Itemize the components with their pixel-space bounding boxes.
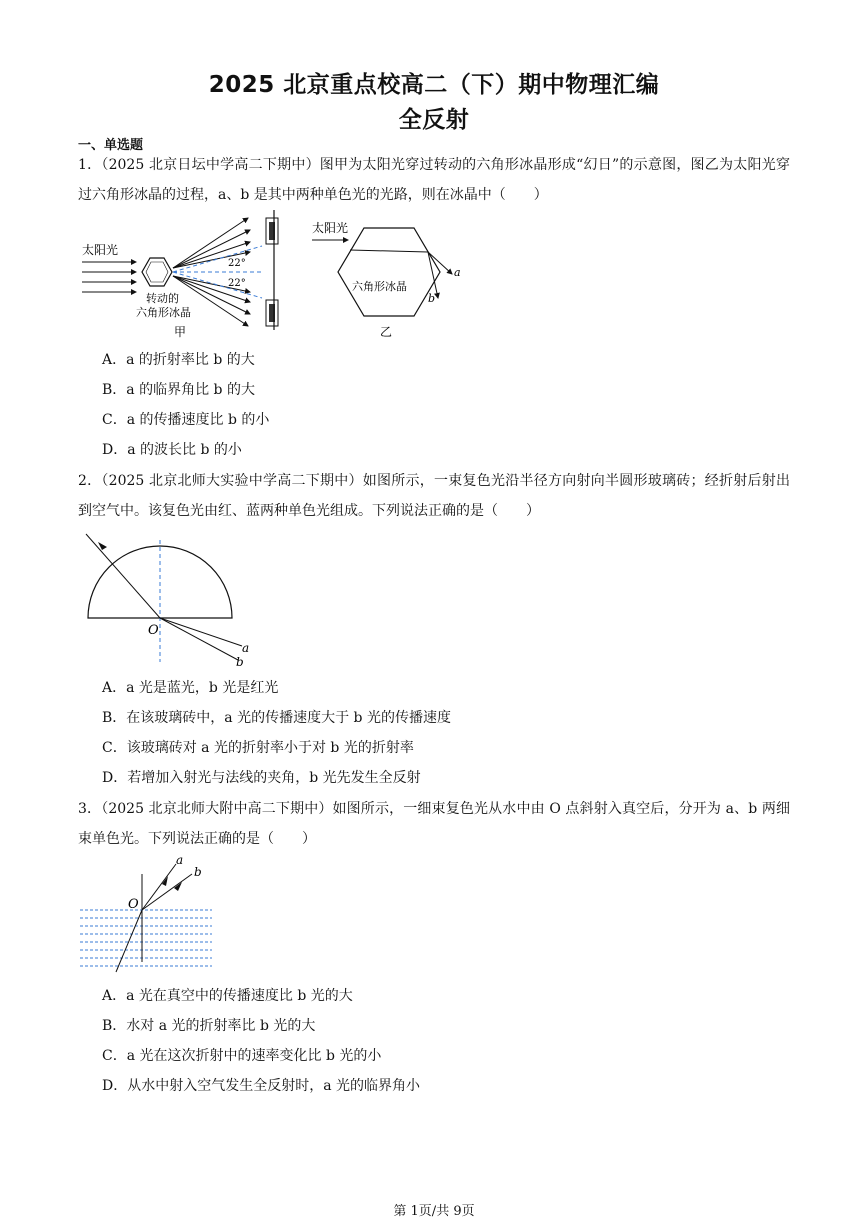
fig1b-sun-label: 太阳光: [312, 221, 349, 235]
hexagon-crystal-large: [338, 228, 440, 316]
q3-ray-b: b: [194, 865, 202, 879]
fig1a-sun-label: 太阳光: [82, 243, 119, 257]
fig1b-caption: 乙: [380, 325, 393, 339]
question-1-figure: [78, 210, 478, 342]
question-3-figure: [78, 852, 218, 978]
water-surface: [80, 910, 212, 966]
q2-option-d: D．若增加入射光与法线的夹角，b 光先发生全反射: [102, 770, 421, 786]
question-2-figure: [78, 530, 258, 670]
q3-origin-label: O: [128, 897, 139, 912]
question-3-text: 3．（2025 北京北师大附中高二下期中）如图所示，一细束复色光从水中由 O 点斜射入真空后，分开为 a、b 两细束单色光。下列说法正确的是（ ）: [78, 801, 790, 847]
q2-option-c: C．该玻璃砖对 a 光的折射率小于对 b 光的折射率: [102, 740, 414, 756]
page-subtitle: 全反射: [398, 107, 470, 133]
q2-option-b: B．在该玻璃砖中，a 光的传播速度大于 b 光的传播速度: [102, 710, 451, 726]
q3-option-a: A．a 光在真空中的传播速度比 b 光的大: [102, 988, 353, 1004]
fig1b-ray-a: a: [454, 266, 461, 279]
q2-ray-b: b: [236, 655, 244, 669]
q2-ray-a: a: [242, 641, 250, 655]
fig1b-ray-b: b: [428, 292, 436, 305]
question-1-text: 1．（2025 北京日坛中学高二下期中）图甲为太阳光穿过转动的六角形冰晶形成“幻日”的示意图，图乙为太阳光穿过六角形冰晶的过程，a、b 是其中两种单色光的光路，则在冰晶中（ ）: [78, 157, 790, 203]
page-title: 2025 北京重点校高二（下）期中物理汇编: [208, 72, 660, 98]
q1-option-a: A．a 的折射率比 b 的大: [102, 352, 255, 368]
q1-option-c: C．a 的传播速度比 b 的小: [102, 412, 270, 428]
angle-top-label: 22°: [228, 258, 246, 269]
incident-ray: [116, 910, 142, 972]
section-heading: 一、单选题: [78, 138, 144, 153]
q2-origin-label: O: [148, 623, 159, 638]
q3-ray-a: a: [176, 853, 184, 867]
q3-option-d: D．从水中射入空气发生全反射时，a 光的临界角小: [102, 1078, 421, 1094]
q3-option-c: C．a 光在这次折射中的速率变化比 b 光的小: [102, 1048, 382, 1064]
q1-option-d: D．a 的波长比 b 的小: [102, 442, 242, 458]
q3-option-b: B．水对 a 光的折射率比 b 光的大: [102, 1018, 316, 1034]
q1-option-b: B．a 的临界角比 b 的大: [102, 382, 255, 398]
fig1a-caption: 甲: [174, 325, 187, 339]
fig1a-crystal-label-1: 转动的: [146, 292, 179, 305]
fig1b-crystal-label: 六角形冰晶: [352, 280, 407, 293]
fig1a-crystal-label-2: 六角形冰晶: [136, 306, 191, 319]
q2-option-a: A．a 光是蓝光，b 光是红光: [102, 680, 279, 696]
sunlight-rays: [82, 262, 136, 292]
angle-bottom-label: 22°: [228, 278, 246, 289]
question-2-text: 2．（2025 北京北师大实验中学高二下期中）如图所示，一束复色光沿半径方向射向半圆形玻璃砖；经折射后射出到空气中。该复色光由红、蓝两种单色光组成。下列说法正确的是（ ）: [78, 473, 790, 519]
page-footer: 第 1页/共 9页: [393, 1204, 475, 1219]
